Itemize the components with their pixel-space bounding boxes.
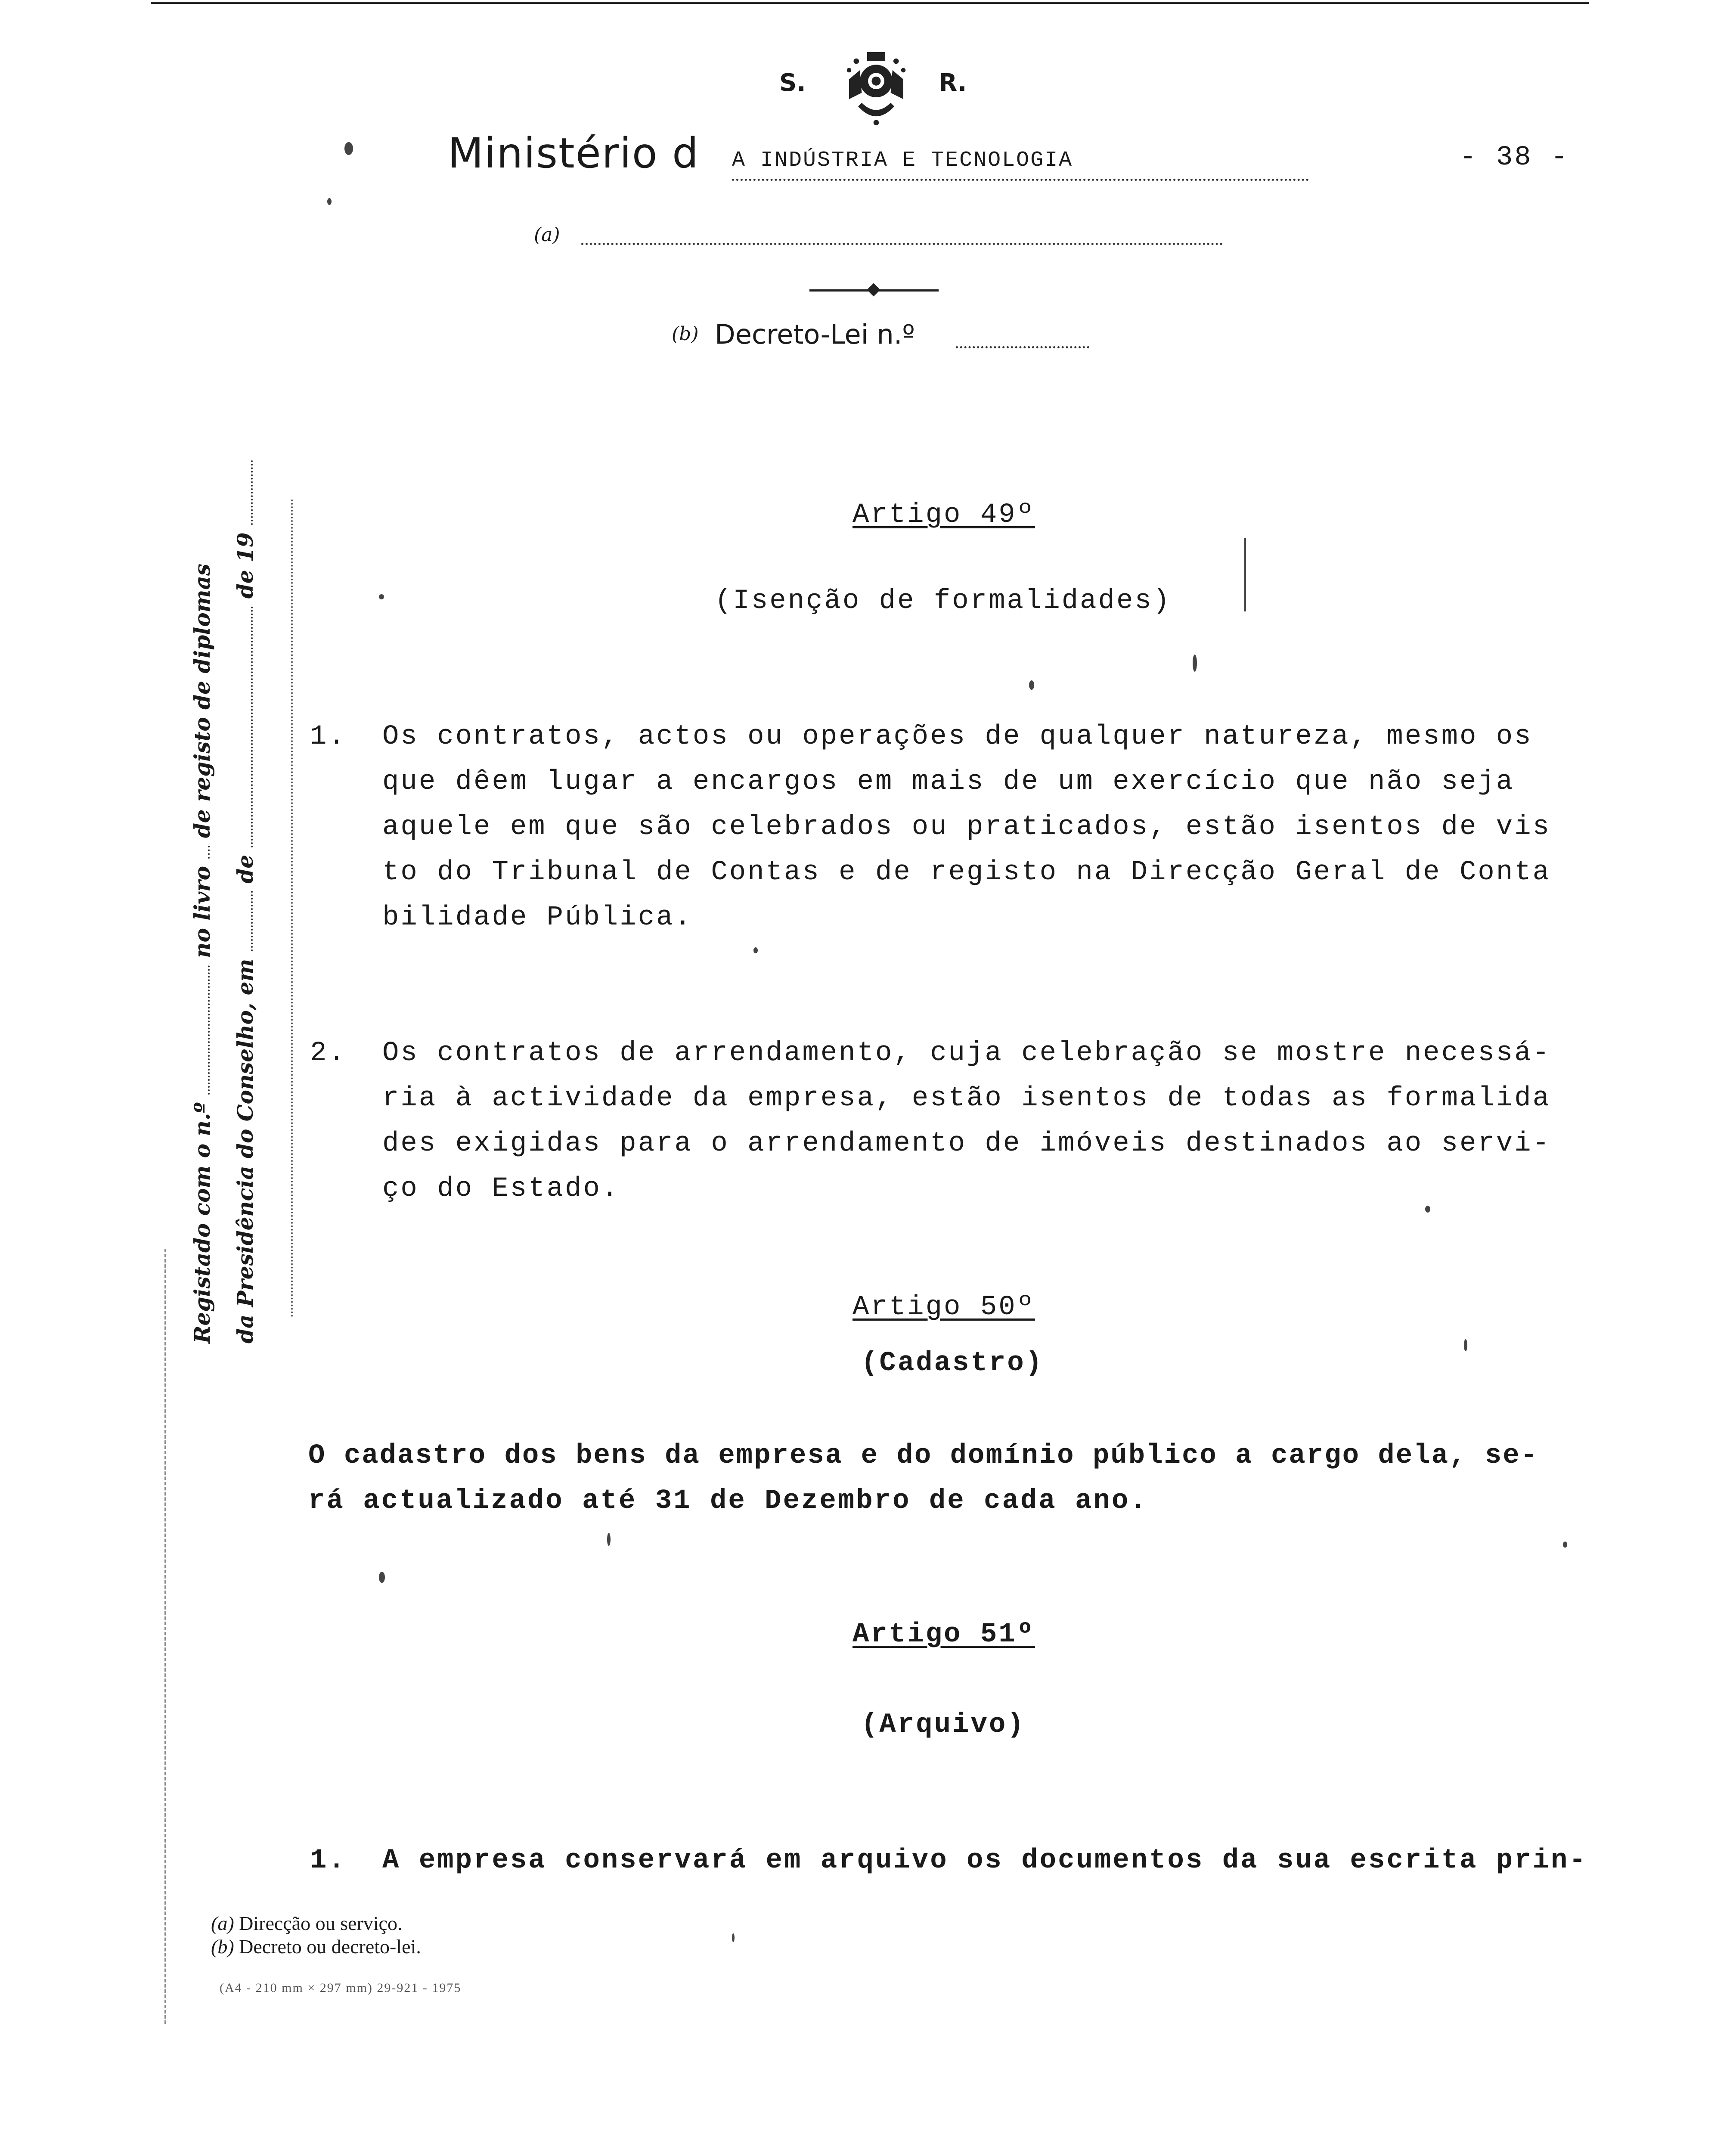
scan-speck [1563,1542,1567,1548]
article-49-title: Artigo 49º [852,499,1035,530]
stamp-book-text: no livro [189,866,215,958]
scan-speck [1425,1206,1430,1213]
registration-stamp-line-2 [232,460,258,1343]
scan-speck [344,142,353,155]
stamp-dots-1 [208,965,210,1095]
article-49-para-2-line-4: ço do Estado. [382,1173,620,1204]
ministry-dotted-line [732,179,1309,181]
decree-field [672,319,1102,357]
ministry-name: A INDÚSTRIA E TECNOLOGIA [732,148,1073,173]
margin-dotted-rule [291,499,293,1318]
article-49-para-1-line-1: Os contratos, actos ou operações de qualquer natureza, mesmo os [382,721,1533,752]
service-field-label: (a) [534,224,560,246]
service-field [534,224,1223,258]
scan-speck [607,1533,611,1546]
page-number: - 38 - [1460,142,1569,173]
decree-field-label: (b) [672,323,699,345]
scan-speck [379,594,384,599]
scan-speck [1193,655,1197,672]
ornament-divider [809,284,939,297]
footnote-a [211,1912,421,1935]
article-50-title: Artigo 50º [852,1292,1035,1323]
scan-speck [1029,680,1034,690]
article-51-para-1-line-1: A empresa conservará em arquivo os documentos da sua escrita prin- [382,1845,1587,1876]
footnote-a-label: (a) [211,1912,234,1934]
article-51-subtitle: (Arquivo) [861,1709,1026,1740]
state-header [771,43,1012,129]
decree-dotted-line [956,346,1089,348]
print-reference: (A4 - 210 mm × 297 mm) 29-921 - 1975 [220,1981,462,1995]
sr-left-letter: S. [779,69,806,97]
footnote-b-label: (b) [211,1936,234,1958]
article-49-para-1-number: 1. [310,721,347,752]
scan-speck [753,947,758,953]
article-49-subtitle: (Isenção de formalidades) [715,586,1172,617]
top-border-line [151,2,1589,4]
service-field-dotted-line [581,243,1223,245]
margin-mark [1244,538,1246,611]
left-edge-rule [164,1249,166,2024]
article-49-para-1-line-5: bilidade Pública. [382,902,693,933]
stamp-registered-text: Registado com o n.º [189,1102,215,1343]
registration-margin-stamp [159,525,288,1343]
coat-of-arms-icon [831,43,921,133]
stamp-dots-3 [251,891,253,951]
stamp-year-text: de 19 [232,532,258,599]
footnotes [211,1912,421,1958]
stamp-dots-2 [208,846,210,859]
scan-speck [1464,1339,1467,1351]
decree-text: Decreto-Lei n.º [715,319,915,350]
stamp-diplomas-text: de registo de diplomas [189,563,215,838]
article-49-para-2-line-2: ria à actividade da empresa, estão isentos de todas as formalida [382,1083,1551,1114]
footnote-b-text: Decreto ou decreto-lei. [239,1936,421,1958]
article-50-subtitle: (Cadastro) [861,1348,1044,1379]
article-49-para-2-number: 2. [310,1038,347,1069]
footnote-b [211,1935,421,1958]
article-49-para-2-line-1: Os contratos de arrendamento, cuja celebração se mostre necessá- [382,1038,1551,1069]
scan-speck [327,198,332,205]
article-49-para-1-line-4: to do Tribunal de Contas e de registo na Direcção Geral de Conta [382,857,1551,888]
article-49-para-1-line-3: aquele em que são celebrados ou praticados, estão isentos de vis [382,812,1551,843]
stamp-dots-5 [251,460,253,525]
footnote-a-text: Direcção ou serviço. [239,1912,403,1934]
article-50-line-2: rá actualizado até 31 de Dezembro de cada ano. [308,1486,1148,1517]
ministry-prefix: Ministério d [448,129,700,177]
diamond-icon [867,283,880,296]
stamp-presidency-text: da Presidência do Conselho, em [232,959,258,1343]
article-50-line-1: O cadastro dos bens da empresa e do domínio público a cargo dela, se- [308,1440,1539,1471]
sr-right-letter: R. [939,69,967,97]
article-51-title: Artigo 51º [852,1619,1035,1650]
stamp-of-text: de [232,854,258,884]
article-51-para-1-number: 1. [310,1845,347,1876]
article-49-para-1-line-2: que dêem lugar a encargos em mais de um exercício que não seja [382,766,1515,797]
scan-speck [732,1933,735,1942]
registration-stamp-line-1 [189,564,215,1343]
stamp-dots-4 [251,606,253,847]
ministry-line [448,129,1309,185]
article-49-para-2-line-3: des exigidas para o arrendamento de imóveis destinados ao servi- [382,1128,1551,1159]
scan-speck [379,1572,385,1583]
